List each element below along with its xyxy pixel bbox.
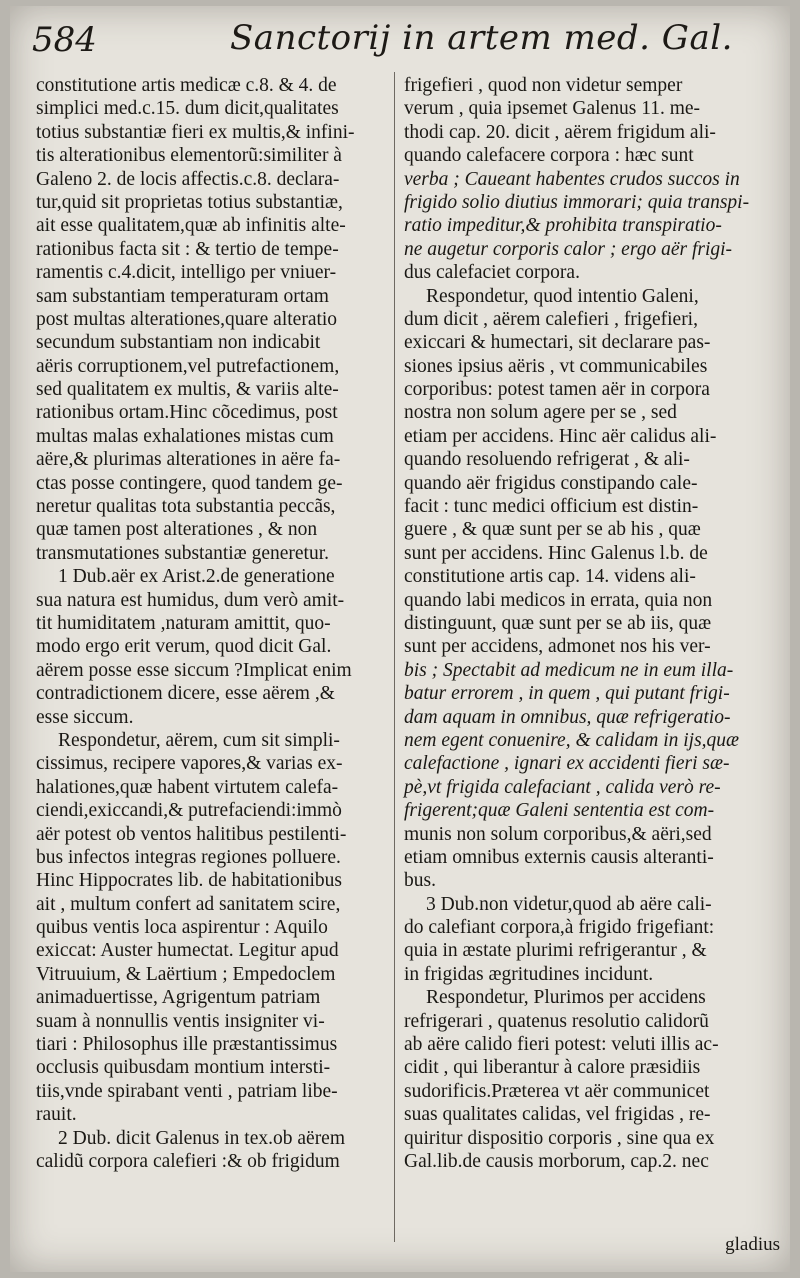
running-head: Sanctorij in artem med. Gal. (230, 18, 733, 58)
text-line: quando resoluendo refrigerat , & ali- (404, 449, 690, 471)
text-line: ait , multum confert ad sanitatem scire, (36, 893, 341, 915)
text-line: neretur qualitas tota substantia peccãs, (36, 496, 336, 518)
text-line: quando aër frigidus constipando cale- (404, 472, 698, 494)
text-line: constitutione artis medicæ c.8. & 4. de (36, 75, 337, 96)
text-line: halationes,quæ habent virtutem calefa- (36, 776, 339, 798)
text-line: 1 Dub.aër ex Arist.2.de generatione (58, 566, 335, 588)
text-line: pè,vt frigida calefaciant , calida verò re- (404, 776, 721, 798)
text-line: frigerent;quæ Galeni sententia est com- (404, 800, 715, 822)
catchword: gladius (725, 1234, 780, 1255)
text-line: bis ; Spectabit ad medicum ne in eum illa- (404, 659, 734, 681)
text-line: ab aëre calido fieri potest: veluti illis ac- (404, 1034, 719, 1056)
text-line: munis non solum corporibus,& aëri,sed (404, 823, 712, 845)
text-line: etiam omnibus externis causis alteranti- (404, 846, 714, 868)
text-line: 3 Dub.non videtur,quod ab aëre cali- (426, 893, 712, 915)
text-line: Galeno 2. de locis affectis.c.8. declara- (36, 168, 340, 190)
text-line: ramentis c.4.dicit, intelligo per vniuer- (36, 262, 337, 284)
text-line: bus. (404, 870, 436, 892)
text-line: ratio impeditur,& prohibita transpiratio- (404, 215, 722, 237)
text-line: frigido solio diutius immorari; quia transpi- (404, 191, 750, 213)
text-line: thodi cap. 20. dicit , aërem frigidum ali- (404, 121, 716, 143)
text-line: verum , quia ipsemet Galenus 11. me- (404, 98, 701, 120)
page-number: 584 (32, 20, 97, 60)
text-line: quando labi medicos in errata, quia non (404, 589, 713, 611)
text-line: Gal.lib.de causis morborum, cap.2. nec (404, 1150, 709, 1172)
text-line: guere , & quæ sunt per se ab his , quæ (404, 519, 701, 541)
text-line: sua natura est humidus, dum verò amit- (36, 589, 345, 611)
text-line: aër potest ob ventos halitibus pestilenti- (36, 823, 347, 845)
text-line: distinguunt, quæ sunt per se ab iis, quæ (404, 612, 712, 634)
text-line: simplici med.c.15. dum dicit,qualitates (36, 98, 339, 120)
text-line: aëris corruptionem,vel putrefactionem, (36, 355, 340, 377)
text-line: sunt per accidens. Hinc Galenus l.b. de (404, 542, 708, 564)
text-line: tiis,vnde spirabant venti , patriam libe- (36, 1080, 338, 1102)
text-line: Respondetur, quod intentio Galeni, (426, 285, 699, 307)
text-line: suam à nonnullis ventis insigniter vi- (36, 1010, 325, 1032)
text-line: Respondetur, Plurimos per accidens (426, 987, 706, 1009)
text-line: tis alterationibus elementorũ:similiter à (36, 145, 342, 167)
text-line: Hinc Hippocrates lib. de habitationibus (36, 870, 342, 892)
text-line: do calefiant corpora,à frigido frigefiant: (404, 917, 715, 939)
text-line: post multas alterationes,quare alteratio (36, 308, 338, 330)
text-line: facit : tunc medici officium est distin- (404, 496, 699, 518)
text-line: rationibus facta sit : & tertio de tempe- (36, 238, 339, 260)
text-line: tur,quid sit proprietas totius substantiæ, (36, 191, 343, 213)
text-line: dum dicit , aërem calefieri , frigefieri, (404, 308, 698, 330)
text-line: ciendi,exiccandi,& putrefaciendi:immò (36, 800, 342, 822)
text-line: dus calefaciet corpora. (404, 262, 580, 284)
right-column (404, 74, 776, 1173)
text-line: quia in æstate plurimi refrigerantur , & (404, 940, 707, 962)
text-line: secundum substantiam non indicabit (36, 332, 321, 354)
text-line: exiccat: Auster humectat. Legitur apud (36, 940, 339, 962)
text-line: quiritur dispositio corporis , sine qua ex (404, 1127, 715, 1149)
text-line: calefactione , ignari ex accidenti fieri sæ- (404, 753, 730, 775)
text-line: ne augetur corporis calor ; ergo aër frigi- (404, 238, 733, 260)
text-line: multas malas exhalationes mistas cum (36, 425, 334, 447)
text-line: etiam per accidens. Hinc aër calidus ali- (404, 425, 717, 447)
text-line: batur errorem , in quem , qui putant frigi- (404, 683, 730, 705)
text-line: ctas posse contingere, quod tandem ge- (36, 472, 343, 494)
text-line: cidit , qui liberantur à calore præsidiis (404, 1057, 701, 1079)
text-line: sam substantiam temperaturam ortam (36, 285, 329, 307)
text-line: dam aquam in omnibus, quæ refrigeratio- (404, 706, 731, 728)
text-line: calidũ corpora calefieri :& ob frigidum (36, 1150, 340, 1172)
text-line: esse siccum. (36, 706, 134, 728)
text-line: transmutationes substantiæ generetur. (36, 542, 329, 564)
text-line: in frigidas ægritudines incidunt. (404, 963, 654, 985)
text-line: Vitruuium, & Laërtium ; Empedoclem (36, 963, 336, 985)
text-line: tit humiditatem ,naturam amittit, quo- (36, 612, 331, 634)
text-line: quibus ventis loca aspirentur : Aquilo (36, 917, 328, 939)
text-line: refrigerari , quatenus resolutio calidorũ (404, 1010, 709, 1032)
text-line: 2 Dub. dicit Galenus in tex.ob aërem (58, 1127, 346, 1149)
page-header (10, 6, 790, 66)
book-page (10, 6, 790, 1272)
text-line: modo ergo erit verum, quod dicit Gal. (36, 636, 332, 658)
text-line: verba ; Caueant habentes crudos succos in (404, 168, 740, 190)
text-line: ait esse qualitatem,quæ ab infinitis alte- (36, 215, 346, 237)
text-line: aëre,& plurimas alterationes in aëre fa- (36, 449, 341, 471)
text-line: contradictionem dicere, esse aërem ,& (36, 683, 335, 705)
text-line: frigefieri , quod non videtur semper (404, 75, 683, 96)
text-line: rationibus ortam.Hinc cõcedimus, post (36, 402, 338, 424)
text-line: rauit. (36, 1104, 77, 1126)
text-line: aërem posse esse siccum ?Implicat enim (36, 659, 352, 681)
text-line: bus infectos integras regiones polluere. (36, 846, 341, 868)
text-line: corporibus: potest tamen aër in corpora (404, 379, 710, 401)
column-divider (394, 72, 395, 1242)
text-line: animaduertisse, Agrigentum patriam (36, 987, 321, 1009)
left-column (36, 74, 408, 1173)
text-line: sunt per accidens, admonet nos his ver- (404, 636, 711, 658)
text-line: nem egent conuenire, & calidam in ijs,quæ (404, 729, 740, 751)
text-line: Respondetur, aërem, cum sit simpli- (58, 729, 340, 751)
text-line: totius substantiæ fieri ex multis,& infini- (36, 121, 355, 143)
text-line: suas qualitates calidas, vel frigidas , re- (404, 1104, 711, 1126)
text-line: quæ tamen post alterationes , & non (36, 519, 318, 541)
text-line: tiari : Philosophus ille præstantissimus (36, 1034, 338, 1056)
text-line: constitutione artis cap. 14. videns ali- (404, 566, 696, 588)
text-line: nostra non solum agere per se , sed (404, 402, 677, 424)
text-line: quando calefacere corpora : hæc sunt (404, 145, 694, 167)
text-line: exiccari & humectari, sit declarare pas- (404, 332, 711, 354)
text-line: sudorificis.Præterea vt aër communicet (404, 1080, 710, 1102)
text-line: siones ipsius aëris , vt communicabiles (404, 355, 708, 377)
text-line: sed qualitatem ex multis, & variis alte- (36, 379, 339, 401)
text-line: cissimus, recipere vapores,& varias ex- (36, 753, 343, 775)
text-line: occlusis quibusdam montium intersti- (36, 1057, 331, 1079)
